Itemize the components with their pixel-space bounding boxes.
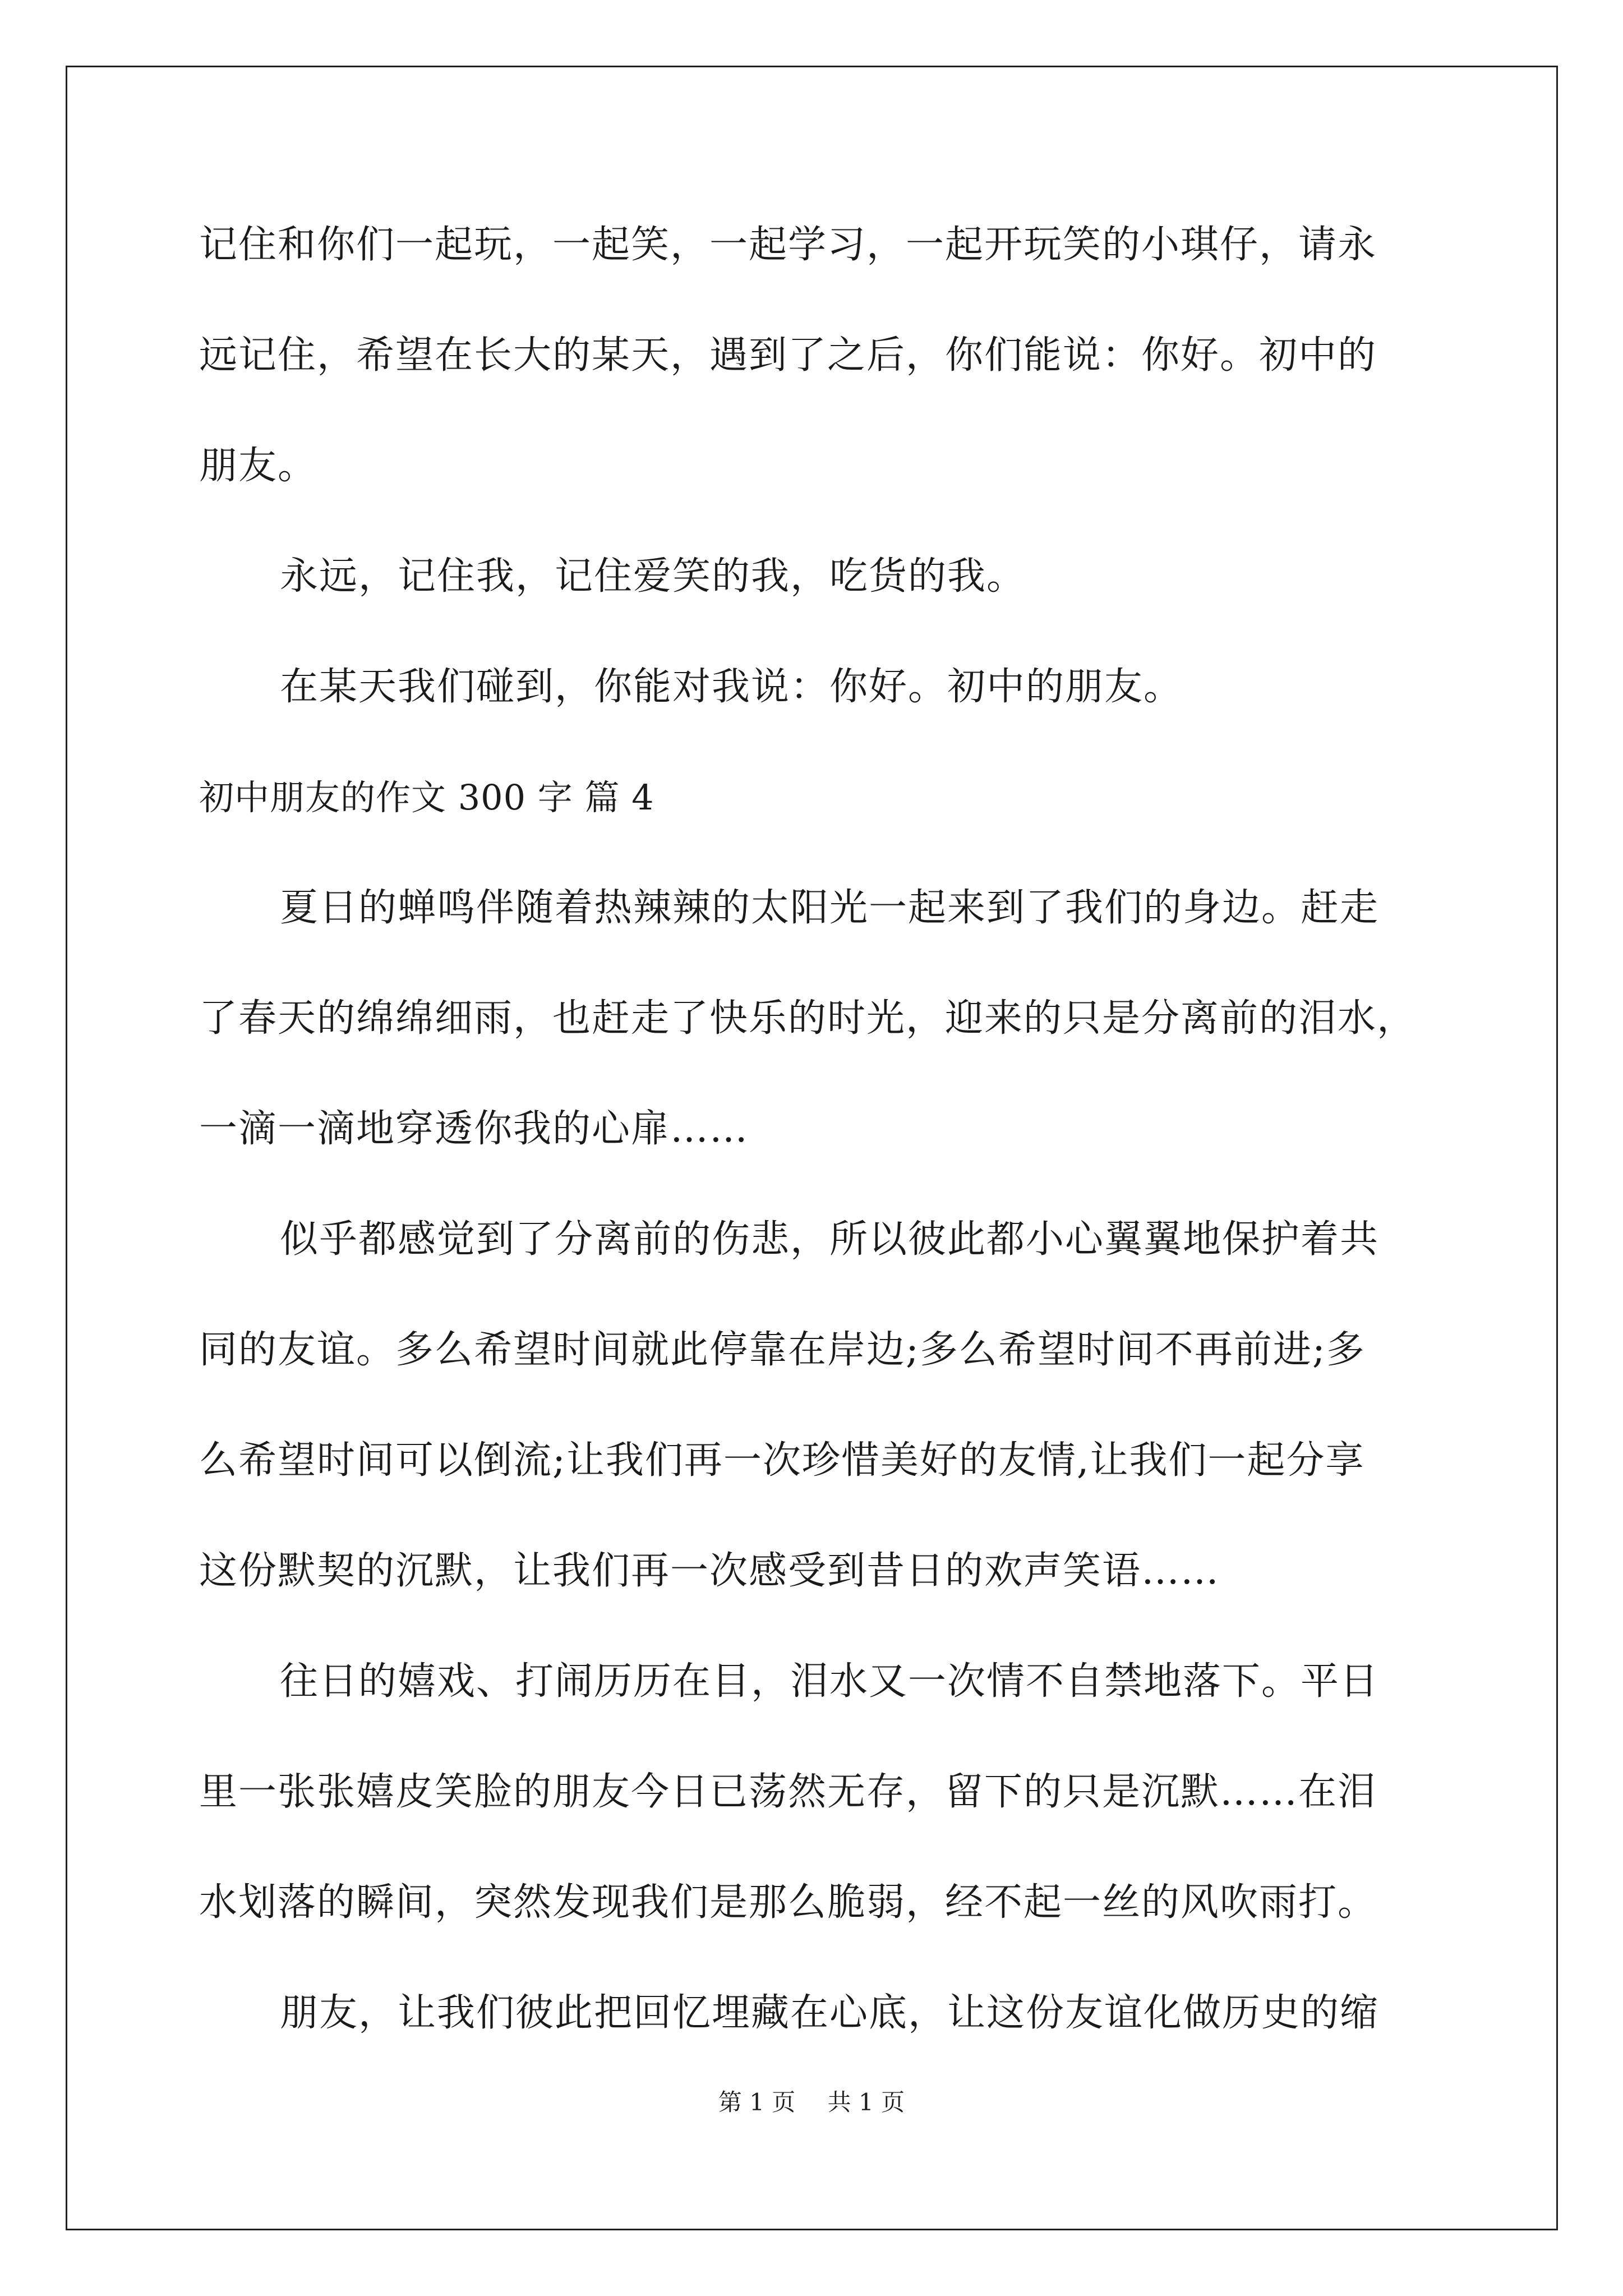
text-line: 了春天的绵绵细雨，也赶走了快乐的时光，迎来的只是分离前的泪水， <box>199 996 1417 1041</box>
text-line: 夏日的蝉鸣伴随着热辣辣的太阳光一起来到了我们的身边。赶走 <box>280 886 1380 930</box>
page-total: 共 1 页 <box>827 2088 905 2116</box>
text-line: 似乎都感觉到了分离前的伤悲，所以彼此都小心翼翼地保护着共 <box>280 1217 1380 1262</box>
text-line: 朋友，让我们彼此把回忆埋藏在心底，让这份友谊化做历史的缩 <box>280 1991 1380 2035</box>
text-line: 永远，记住我，记住爱笑的我，吃货的我。 <box>280 554 1026 599</box>
text-line: 在某天我们碰到，你能对我说：你好。初中的朋友。 <box>280 665 1183 709</box>
text-line: 远记住，希望在长大的某天，遇到了之后，你们能说：你好。初中的 <box>199 333 1377 378</box>
text-line: 里一张张嬉皮笑脸的朋友今日已荡然无存，留下的只是沉默……在泪 <box>199 1770 1377 1814</box>
page-footer <box>0 2086 1623 2119</box>
text-line: 朋友。 <box>199 444 317 488</box>
section-heading: 初中朋友的作文 300 字 篇 4 <box>199 777 654 818</box>
text-line: 同的友谊。多么希望时间就此停靠在岸边;多么希望时间不再前进;多 <box>199 1328 1366 1372</box>
text-line: 往日的嬉戏、打闹历历在目，泪水又一次情不自禁地落下。平日 <box>280 1659 1380 1704</box>
text-line: 一滴一滴地穿透你我的心扉…… <box>199 1107 749 1151</box>
page-number: 第 1 页 <box>718 2088 796 2116</box>
text-line: 这份默契的沉默，让我们再一次感受到昔日的欢声笑语…… <box>199 1549 1220 1593</box>
text-line: 记住和你们一起玩，一起笑，一起学习，一起开玩笑的小琪仔，请永 <box>199 223 1377 267</box>
text-line: 么希望时间可以倒流;让我们再一次珍惜美好的友情,让我们一起分享 <box>199 1438 1365 1483</box>
text-line: 水划落的瞬间，突然发现我们是那么脆弱，经不起一丝的风吹雨打。 <box>199 1880 1377 1925</box>
